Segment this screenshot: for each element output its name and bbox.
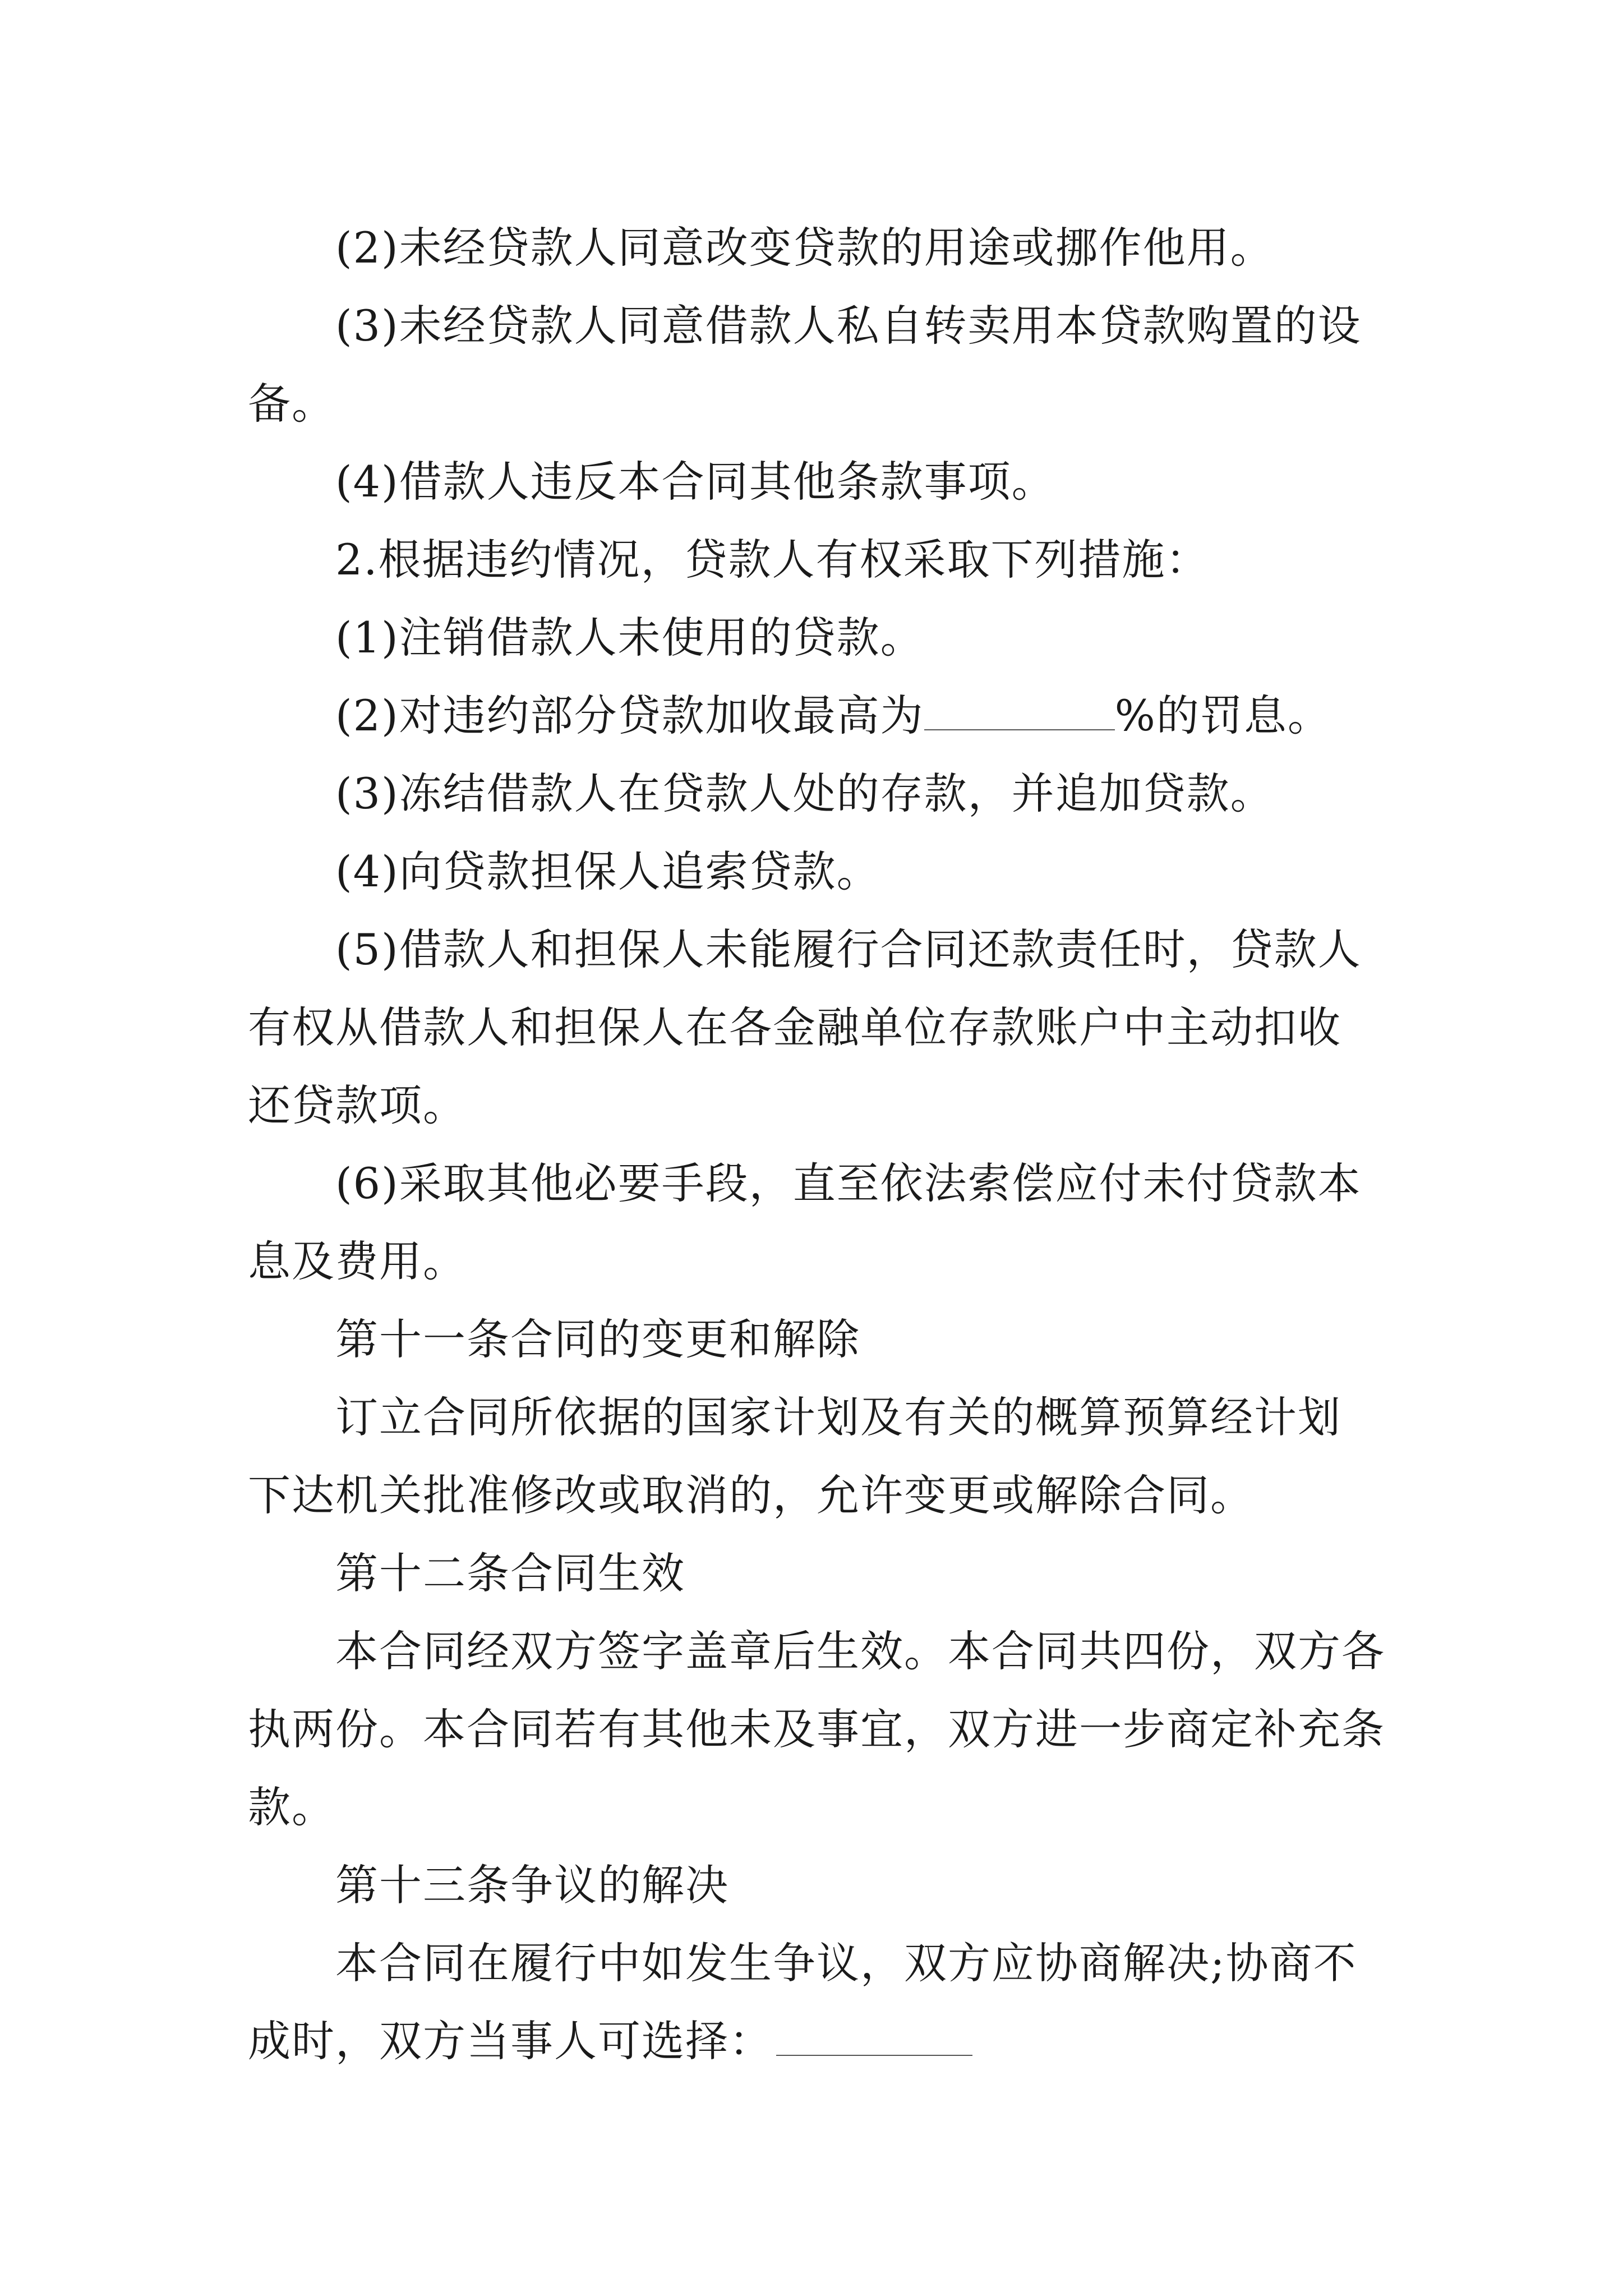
article-12-body-cont-2: 款。 <box>248 1782 335 1832</box>
measure-1-cancel-loan: (1)注销借款人未使用的贷款。 <box>335 613 924 662</box>
measures-heading: 2.根据违约情况，贷款人有权采取下列措施： <box>335 535 1210 585</box>
clause-2-change-use: (2)未经贷款人同意改变贷款的用途或挪作他用。 <box>335 223 1274 273</box>
article-11-body-cont: 下达机关批准修改或取消的，允许变更或解除合同。 <box>248 1470 1254 1520</box>
penalty-text-before: (2)对违约部分贷款加收最高为 <box>335 691 924 740</box>
measure-5-deduct-cont-1: 有权从借款人和担保人在各金融单位存款账户中主动扣收 <box>248 1002 1341 1052</box>
document-body <box>248 209 1386 2080</box>
clause-4-violation: (4)借款人违反本合同其他条款事项。 <box>335 457 1055 507</box>
article-12-heading: 第十二条合同生效 <box>335 1548 685 1598</box>
article-11-body: 订立合同所依据的国家计划及有关的概算预算经计划 <box>335 1392 1341 1442</box>
dispute-choice-blank <box>776 2020 972 2056</box>
measure-6-other-means-cont: 息及费用。 <box>248 1236 467 1286</box>
article-11-heading: 第十一条合同的变更和解除 <box>335 1314 860 1364</box>
clause-3-resell-equipment-cont: 备。 <box>248 379 335 429</box>
measure-5-deduct-cont-2: 还贷款项。 <box>248 1080 467 1130</box>
article-12-body-cont-1: 执两份。本合同若有其他未及事宜，双方进一步商定补充条 <box>248 1704 1385 1754</box>
penalty-text-after: %的罚息。 <box>1114 691 1331 740</box>
clause-3-resell-equipment: (3)未经贷款人同意借款人私自转卖用本贷款购置的设 <box>335 301 1362 351</box>
penalty-rate-blank <box>924 694 1115 730</box>
measure-5-deduct: (5)借款人和担保人未能履行合同还款责任时，贷款人 <box>335 924 1362 974</box>
dispute-choice-text: 成时，双方当事人可选择： <box>248 2016 773 2066</box>
measure-6-other-means: (6)采取其他必要手段，直至依法索偿应付未付贷款本 <box>335 1158 1362 1208</box>
measure-3-freeze-deposit: (3)冻结借款人在贷款人处的存款，并追加贷款。 <box>335 769 1274 818</box>
measure-4-guarantor: (4)向贷款担保人追索贷款。 <box>335 846 880 896</box>
article-13-heading: 第十三条争议的解决 <box>335 1860 729 1910</box>
article-13-body: 本合同在履行中如发生争议，双方应协商解决;协商不 <box>335 1938 1357 1988</box>
article-13-body-cont <box>248 2002 1386 2080</box>
article-12-body: 本合同经双方签字盖章后生效。本合同共四份，双方各 <box>335 1626 1385 1676</box>
measure-2-penalty-interest <box>248 677 1386 754</box>
